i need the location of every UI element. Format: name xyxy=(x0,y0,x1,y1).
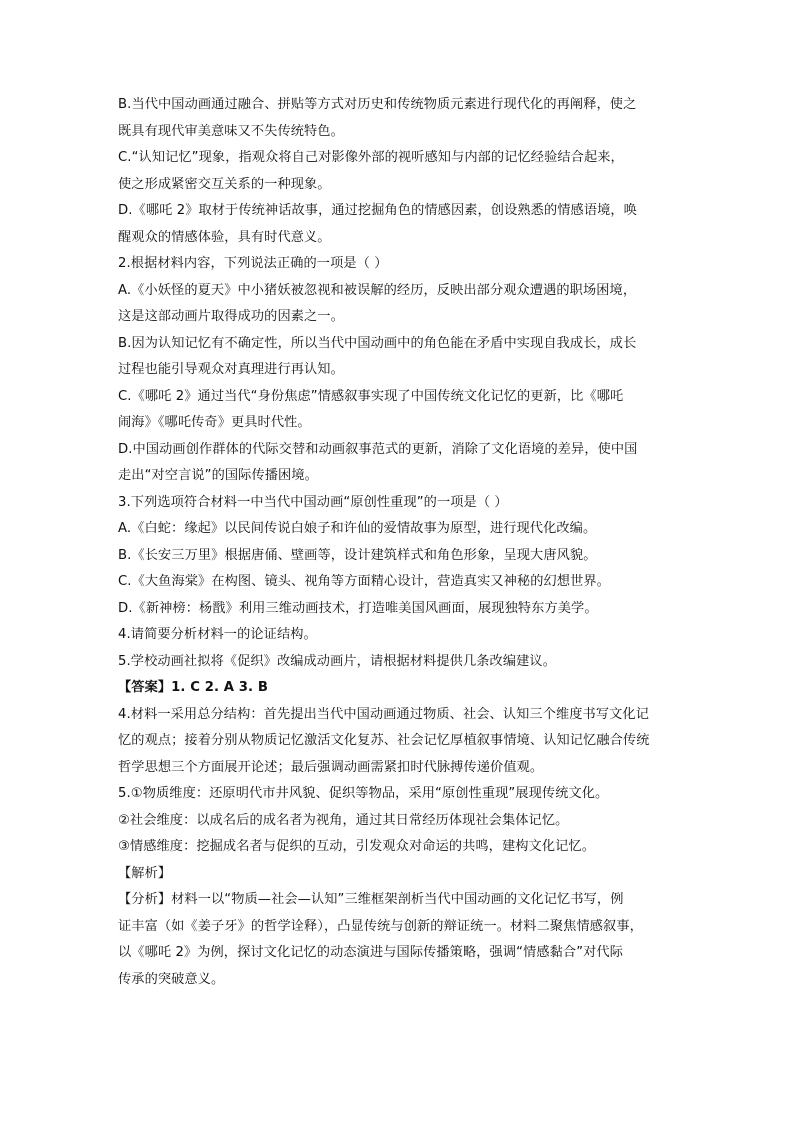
question-3: 3.下列选项符合材料一中当代中国动画“原创性重现”的一项是（ ） xyxy=(118,494,508,510)
q3-option-a: A.《白蛇：缘起》以民间传说白娘子和许仙的爱情故事为原型，进行现代化改编。 xyxy=(118,521,597,536)
answer-key: 【答案】1. C 2. A 3. B xyxy=(118,680,268,695)
question-2: 2.根据材料内容，下列说法正确的一项是（ ） xyxy=(118,256,388,271)
q2-option-d-line-1: D.中国动画创作群体的代际交替和动画叙事范式的更新，消除了文化语境的差异，使中国 xyxy=(118,441,638,457)
q2-option-c-line-1: C.《哪吒 2》通过当代“身份焦虑”情感叙事实现了中国传统文化记忆的更新，比《哪吒 xyxy=(118,388,624,404)
option-d-line-1: D.《哪吒 2》取材于传统神话故事，通过挖掘角色的情感因素，创设熟悉的情感语境，唤 xyxy=(118,203,637,218)
question-5: 5.学校动画社拟将《促织》改编成动画片，请根据材料提供几条改编建议。 xyxy=(118,653,556,669)
analysis-line-1: 【分析】材料一以“物质—社会—认知”三维框架剖析当代中国动画的文化记忆书写，例 xyxy=(118,892,624,907)
option-d-line-2: 醒观众的情感体验，具有时代意义。 xyxy=(118,229,331,245)
q3-option-c: C.《大鱼海棠》在构图、镜头、视角等方面精心设计，营造真实又神秘的幻想世界。 xyxy=(118,574,610,589)
q2-option-a-line-2: 这是这部动画片取得成功的因素之一。 xyxy=(118,309,344,324)
option-c-line-2: 使之形成紧密交互关系的一种现象。 xyxy=(118,176,331,192)
analysis-line-4: 传承的突破意义。 xyxy=(118,971,225,987)
q2-option-c-line-2: 闹海》《哪吒传奇》更具时代性。 xyxy=(118,415,311,430)
document-page xyxy=(118,92,674,993)
q2-option-b-line-2: 过程也能引导观众对真理进行再认知。 xyxy=(118,362,344,377)
question-4: 4.请简要分析材料一的论证结构。 xyxy=(118,627,317,642)
q2-option-b-line-1: B.因为认知记忆有不确定性，所以当代中国动画中的角色能在矛盾中实现自我成长，成长 xyxy=(118,335,637,351)
answer-5-item-1: 5.①物质维度：还原明代市井风貌、促织等物品，采用“原创性重现”展现传统文化。 xyxy=(118,786,609,801)
answer-4-line-1: 4.材料一采用总分结构：首先提出当代中国动画通过物质、社会、认知三个维度书写文化记 xyxy=(118,706,649,722)
q3-option-b: B.《长安三万里》根据唐俑、壁画等，设计建筑样式和角色形象，呈现大唐风貌。 xyxy=(118,547,597,563)
analysis-line-2: 证丰富（如《姜子牙》的哲学诠释），凸显传统与创新的辩证统一。材料二聚焦情感叙事， xyxy=(118,918,643,934)
answer-4-line-2: 忆的观点；接着分别从物质记忆激活文化复苏、社会记忆厚植叙事情境、认知记忆融合传统 xyxy=(118,733,650,748)
q3-option-d: D.《新神榜：杨戬》利用三维动画技术，打造唯美国风画面，展现独特东方美学。 xyxy=(118,600,598,616)
q2-option-a-line-1: A.《小妖怪的夏天》中小猪妖被忽视和被误解的经历，反映出部分观众遭遇的职场困境， xyxy=(118,282,637,298)
analysis-line-3: 以《哪吒 2》为例，探讨文化记忆的动态演进与国际传播策略，强调“情感黏合”对代际 xyxy=(118,945,623,960)
answer-5-item-2: ②社会维度：以成名后的成名者为视角，通过其日常经历体现社会集体记忆。 xyxy=(118,812,569,828)
option-c-line-1: C.“认知记忆”现象，指观众将自己对影像外部的视听感知与内部的记忆经验结合起来， xyxy=(118,150,624,165)
option-b-line-1: B.当代中国动画通过融合、拼贴等方式对历史和传统物质元素进行现代化的再阐释，使之 xyxy=(118,97,637,112)
answer-4-line-3: 哲学思想三个方面展开论述；最后强调动画需紧扣时代脉搏传递价值观。 xyxy=(118,759,544,775)
analysis-heading: 【解析】 xyxy=(118,865,172,881)
q2-option-d-line-2: 走出“对空言说”的国际传播困境。 xyxy=(118,468,318,483)
answer-5-item-3: ③情感维度：挖掘成名者与促织的互动，引发观众对命运的共鸣，建构文化记忆。 xyxy=(118,839,595,854)
option-b-line-2: 既具有现代审美意味又不失传统特色。 xyxy=(118,123,344,139)
